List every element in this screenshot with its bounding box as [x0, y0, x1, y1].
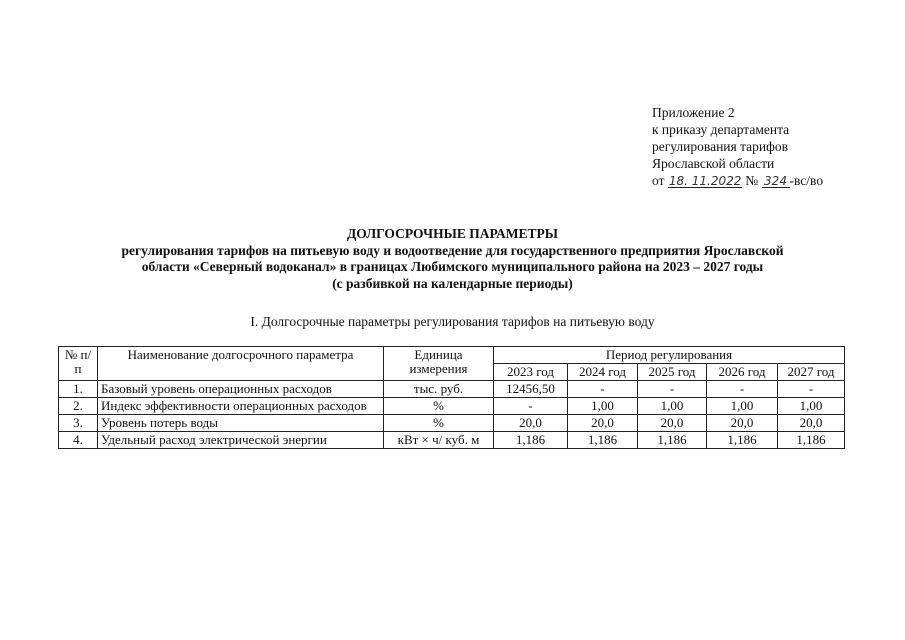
row-num: 3.	[59, 415, 98, 432]
header-unit: Единица измерения	[384, 347, 494, 381]
table-row	[59, 432, 845, 449]
title-line-3: области «Северный водоканал» в границах Любимского муниципального района на 2023 – 2027 годы	[141, 259, 764, 274]
annex-block	[652, 104, 823, 189]
row-value-2026: 1,186	[707, 432, 778, 449]
title-line-2: регулирования тарифов на питьевую воду и водоотведение для государственного предприятия Ярославской	[121, 242, 784, 258]
annex-number-sign: №	[745, 173, 759, 188]
row-name: Уровень потерь воды	[98, 415, 384, 432]
header-num: № п/п	[59, 347, 98, 381]
header-name: Наименование долгосрочного параметра	[98, 347, 384, 381]
row-value-2026: 20,0	[707, 415, 778, 432]
handwritten-number: 324	[762, 175, 790, 188]
title-line-1: ДОЛГОСРОЧНЫЕ ПАРАМЕТРЫ	[347, 226, 558, 241]
row-value-2025: 1,00	[638, 398, 707, 415]
row-value-2023: 1,186	[494, 432, 568, 449]
row-value-2023: 12456,50	[494, 381, 568, 398]
row-value-2027: 1,00	[778, 398, 845, 415]
annex-date-line	[652, 172, 823, 189]
row-num: 4.	[59, 432, 98, 449]
header-year-2024: 2024 год	[568, 364, 638, 381]
table-row	[59, 398, 845, 415]
header-year-2027: 2027 год	[778, 364, 845, 381]
section-title: I. Долгосрочные параметры регулирования тарифов на питьевую воду	[250, 314, 655, 329]
header-period: Период регулирования	[494, 347, 845, 364]
row-value-2024: 1,186	[568, 432, 638, 449]
row-num: 2.	[59, 398, 98, 415]
row-value-2026: -	[707, 381, 778, 398]
row-name: Удельный расход электрической энергии	[98, 432, 384, 449]
row-value-2024: 1,00	[568, 398, 638, 415]
row-value-2025: 1,186	[638, 432, 707, 449]
row-value-2024: 20,0	[568, 415, 638, 432]
row-unit: %	[384, 398, 494, 415]
annex-line-order: к приказу департамента	[652, 122, 790, 137]
row-unit: кВт × ч/ куб. м	[384, 432, 494, 449]
row-value-2027: 20,0	[778, 415, 845, 432]
header-year-2026: 2026 год	[707, 364, 778, 381]
table-header-row	[59, 347, 845, 364]
row-num: 1.	[59, 381, 98, 398]
header-year-2025: 2025 год	[638, 364, 707, 381]
row-value-2024: -	[568, 381, 638, 398]
title-line-4: (с разбивкой на календарные периоды)	[332, 275, 573, 291]
row-name: Индекс эффективности операционных расходов	[98, 398, 384, 415]
annex-from-label: от	[652, 173, 665, 188]
row-value-2023: 20,0	[494, 415, 568, 432]
row-value-2023: -	[494, 398, 568, 415]
annex-line-region: Ярославской области	[652, 156, 775, 171]
row-value-2027: -	[778, 381, 845, 398]
row-value-2026: 1,00	[707, 398, 778, 415]
annex-title: Приложение 2	[652, 105, 735, 120]
document-title	[40, 226, 865, 292]
row-unit: %	[384, 415, 494, 432]
annex-number-suffix: -вс/во	[789, 173, 824, 188]
row-name: Базовый уровень операционных расходов	[98, 381, 384, 398]
annex-line-department: регулирования тарифов	[652, 139, 789, 154]
table-row	[59, 415, 845, 432]
row-value-2025: -	[638, 381, 707, 398]
table-row	[59, 381, 845, 398]
parameters-table	[58, 346, 845, 449]
row-unit: тыс. руб.	[384, 381, 494, 398]
handwritten-date: 18. 11.2022	[668, 174, 742, 188]
header-year-2023: 2023 год	[494, 364, 568, 381]
row-value-2027: 1,186	[778, 432, 845, 449]
row-value-2025: 20,0	[638, 415, 707, 432]
